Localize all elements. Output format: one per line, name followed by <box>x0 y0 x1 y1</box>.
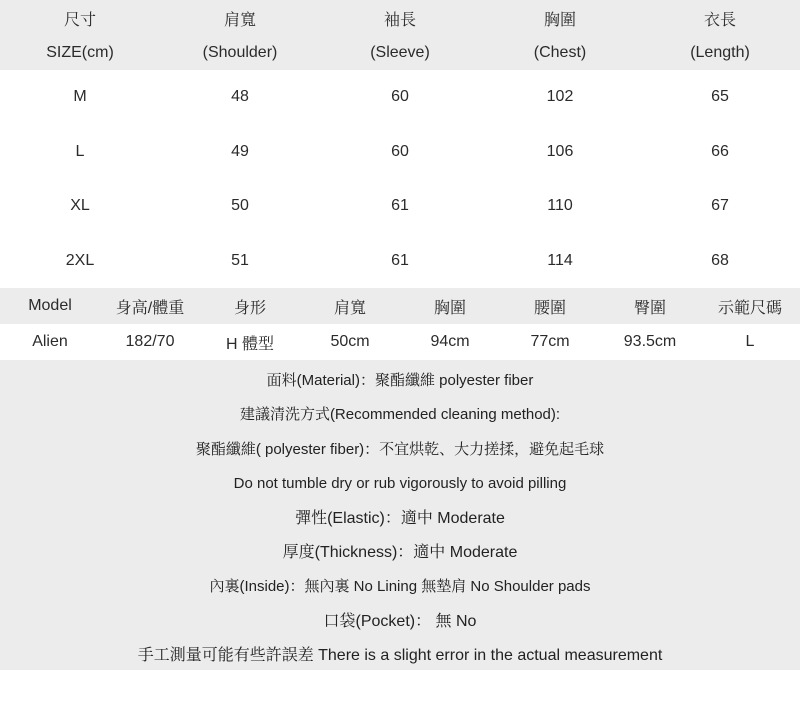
model-waist: 77cm <box>500 324 600 360</box>
model-shoulder: 50cm <box>300 324 400 360</box>
length-cell: 68 <box>640 234 800 289</box>
table-row <box>0 179 800 234</box>
inside-line: 內裏(Inside)：無內裏 No Lining 無墊肩 No Shoulder pads <box>209 578 591 596</box>
header-size-en: SIZE(cm) <box>0 36 160 70</box>
product-info-panel <box>0 360 800 670</box>
cleaning-instruction-en: Do not tumble dry or rub vigorously to avoid pilling <box>233 475 567 493</box>
header-length-en: (Length) <box>640 36 800 70</box>
sleeve-cell: 61 <box>320 179 480 234</box>
header-chest-zh: 胸圍 <box>480 0 640 36</box>
size-cell: M <box>0 70 160 125</box>
sleeve-cell: 60 <box>320 70 480 125</box>
table-row <box>0 125 800 180</box>
sleeve-cell: 60 <box>320 125 480 180</box>
header-hip: 臀圍 <box>600 288 700 324</box>
chest-cell: 106 <box>480 125 640 180</box>
sleeve-cell: 61 <box>320 234 480 289</box>
shoulder-cell: 49 <box>160 125 320 180</box>
elastic-line: 彈性(Elastic)：適中 Moderate <box>295 509 505 527</box>
model-demo-size: L <box>700 324 800 360</box>
length-cell: 65 <box>640 70 800 125</box>
chest-cell: 110 <box>480 179 640 234</box>
cleaning-instruction-zh: 聚酯纖維( polyester fiber)：不宜烘乾、大力搓揉，避免起毛球 <box>195 440 605 458</box>
size-header-zh-row <box>0 0 800 36</box>
shoulder-cell: 48 <box>160 70 320 125</box>
shoulder-cell: 50 <box>160 179 320 234</box>
model-body-shape: H 體型 <box>200 324 300 360</box>
length-cell: 66 <box>640 125 800 180</box>
header-shoulder: 肩寬 <box>300 288 400 324</box>
table-row <box>0 234 800 289</box>
model-name: Alien <box>0 324 100 360</box>
model-data-row <box>0 324 800 360</box>
thickness-line: 厚度(Thickness)：適中 Moderate <box>282 543 518 561</box>
header-height-weight: 身高/體重 <box>100 288 200 324</box>
model-info-table <box>0 288 800 360</box>
header-sleeve-zh: 袖長 <box>320 0 480 36</box>
measurement-note: 手工測量可能有些許誤差 There is a slight error in the actual measurement <box>137 647 663 665</box>
table-row <box>0 70 800 125</box>
model-header-row <box>0 288 800 324</box>
header-waist: 腰圍 <box>500 288 600 324</box>
header-chest-en: (Chest) <box>480 36 640 70</box>
header-size-zh: 尺寸 <box>0 0 160 36</box>
size-chart-table <box>0 0 800 288</box>
header-sleeve-en: (Sleeve) <box>320 36 480 70</box>
header-shoulder-en: (Shoulder) <box>160 36 320 70</box>
pocket-line: 口袋(Pocket)： 無 No <box>323 612 477 630</box>
header-shoulder-zh: 肩寬 <box>160 0 320 36</box>
size-header-en-row <box>0 36 800 70</box>
header-model: Model <box>0 288 100 324</box>
size-cell: 2XL <box>0 234 160 289</box>
model-hip: 93.5cm <box>600 324 700 360</box>
model-chest: 94cm <box>400 324 500 360</box>
model-height-weight: 182/70 <box>100 324 200 360</box>
chest-cell: 114 <box>480 234 640 289</box>
shoulder-cell: 51 <box>160 234 320 289</box>
cleaning-method-heading: 建議清洗方式(Recommended cleaning method): <box>239 406 561 424</box>
length-cell: 67 <box>640 179 800 234</box>
material-line: 面料(Material)：聚酯纖維 polyester fiber <box>266 372 534 389</box>
header-demo-size: 示範尺碼 <box>700 288 800 324</box>
chest-cell: 102 <box>480 70 640 125</box>
size-cell: XL <box>0 179 160 234</box>
header-chest: 胸圍 <box>400 288 500 324</box>
header-body-shape: 身形 <box>200 288 300 324</box>
header-length-zh: 衣長 <box>640 0 800 36</box>
size-cell: L <box>0 125 160 180</box>
